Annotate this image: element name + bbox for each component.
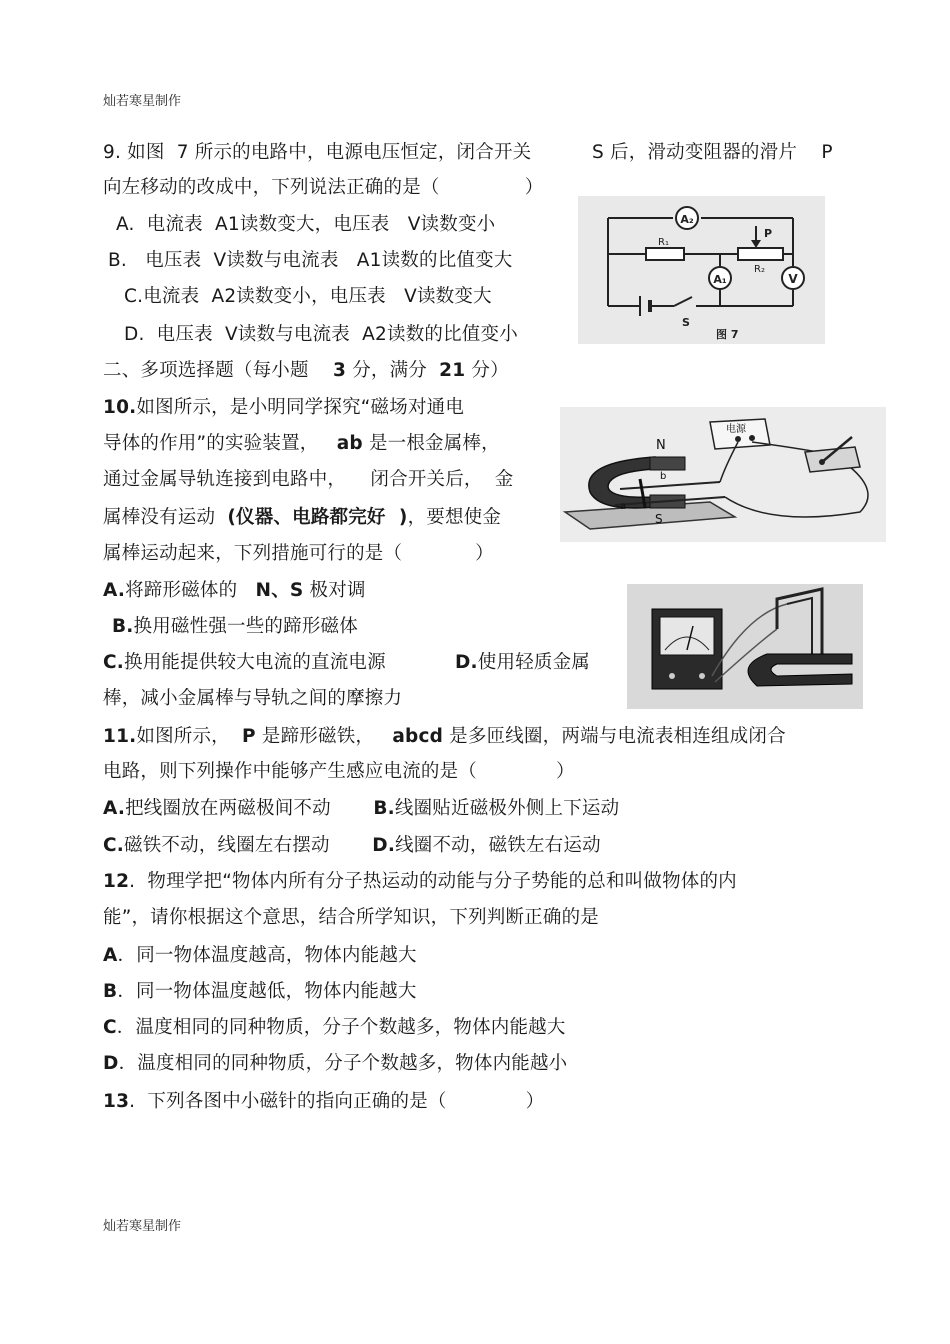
figure-caption: 图 7 (716, 328, 739, 341)
resistor-r2-label: R₂ (754, 264, 765, 275)
q10-option-c (103, 651, 386, 675)
rod-end-b-label: b (660, 471, 667, 482)
q11-options-cd (103, 834, 601, 858)
slider-p-label: P (764, 227, 773, 240)
q12-option-b-text: ．同一物体温度越低，物体内能越大 (117, 981, 417, 1002)
q10-option-c-text: 换用能提供较大电流的直流电源 (124, 652, 386, 673)
q11-options-ab (103, 797, 619, 821)
q11-abcd-label: abcd (392, 726, 444, 747)
q10-line4-bold: (仪器、电路都完好 ) (227, 507, 408, 528)
q9-option-b: B. 电压表 V读数与电流表 A1读数的比值变大 (108, 250, 513, 271)
q10-option-b-text: 换用磁性强一些的蹄形磁体 (133, 616, 358, 637)
q12-option-c-letter: C (103, 1017, 117, 1038)
power-supply-label: 电源 (726, 424, 746, 435)
q10-option-d-letter: D. (455, 652, 478, 673)
q11-line2: 电路，则下列操作中能够产生感应电流的是（ ） (103, 761, 575, 782)
q10-line5: 属棒运动起来，下列措施可行的是（ ） (103, 543, 494, 564)
q10-option-b (112, 615, 358, 639)
q10-option-a (103, 579, 366, 603)
q11-option-c-text: 磁铁不动，线圈左右摆动 (124, 835, 373, 856)
resistor-r1-label: R₁ (658, 237, 669, 248)
q11-option-b-letter: B. (373, 798, 395, 819)
q10-option-c-letter: C. (103, 652, 125, 673)
q11-option-a-letter: A. (103, 798, 126, 819)
q11-option-c-letter: C. (103, 835, 125, 856)
q11-number: 11. (103, 726, 137, 747)
q9-line1b: S 后，滑动变阻器的滑片 P (592, 142, 833, 163)
q10-line2 (103, 432, 500, 456)
q12-number: 12 (103, 871, 130, 892)
q10-ab-label: ab (336, 433, 363, 454)
q10-line1 (103, 396, 464, 420)
q9-option-d: D. 电压表 V读数与电流表 A2读数的比值变小 (124, 324, 518, 345)
circuit-figure-7 (578, 196, 825, 344)
page-footer: 灿若寒星制作 (103, 1219, 182, 1234)
q10-number: 10. (103, 397, 137, 418)
q12-option-a-letter: A (103, 945, 118, 966)
q12-option-d-text: ．温度相同的同种物质，分子个数越多，物体内能越小 (118, 1053, 568, 1074)
q10-option-a-letter: A. (103, 580, 126, 601)
voltmeter-label: V (788, 272, 798, 286)
q12-option-c-text: ．温度相同的同种物质，分子个数越多，物体内能越大 (116, 1017, 566, 1038)
q11-option-b-text: 线圈贴近磁极外侧上下运动 (394, 798, 620, 819)
q9-option-a: A. 电流表 A1读数变大，电压表 V读数变小 (116, 214, 496, 235)
induction-experiment-figure (627, 584, 863, 709)
q12-line1 (103, 870, 737, 894)
q9-option-c: C.电流表 A2读数变小，电压表 V读数变大 (124, 286, 492, 307)
q11-option-d-text: 线圈不动，磁铁左右运动 (395, 835, 601, 856)
q11-line1-start: 如图所示， (136, 726, 243, 747)
switch-s-label: S (682, 316, 690, 329)
q13-text: . 下列各图中小磁针的指向正确的是（ ） (129, 1091, 545, 1112)
section-heading-total-score: 21 (439, 360, 466, 381)
section-heading-middle: 分，满分 (346, 360, 440, 381)
rod-end-a-label: a (620, 501, 627, 512)
q12-option-b (103, 980, 417, 1004)
south-pole-label: S (655, 512, 663, 526)
q12-line1-text: . 物理学把“物体内所有分子热运动的动能与分子势能的总和叫做物体的内 (129, 871, 737, 892)
section-heading-score-per-item: 3 (333, 360, 347, 381)
q10-line1-text: 如图所示，是小明同学探究“磁场对通电 (136, 397, 465, 418)
q10-option-a-end: 极对调 (303, 580, 366, 601)
ammeter-a2-label: A₂ (680, 213, 694, 226)
q10-line4 (103, 506, 501, 530)
section-heading-suffix: 分） (465, 360, 509, 381)
q10-line4-end: ，要想使金 (407, 507, 502, 528)
q12-option-c (103, 1016, 566, 1040)
q10-line2-start: 导体的作用”的实验装置， (103, 433, 337, 454)
q12-option-a (103, 944, 417, 968)
section-heading-prefix: 二、多项选择题（每小题 (103, 360, 334, 381)
q10-option-a-ns: N、S (255, 580, 304, 601)
page-header: 灿若寒星制作 (103, 94, 182, 109)
ammeter-a1-label: A₁ (713, 273, 727, 286)
q10-line4-start: 属棒没有运动 (103, 507, 228, 528)
q9-line1a: 9. 如图 7 所示的电路中，电源电压恒定，闭合开关 (103, 142, 532, 163)
q12-option-d-letter: D (103, 1053, 119, 1074)
q10-option-d (455, 651, 590, 675)
q10-option-a-text: 将蹄形磁体的 (125, 580, 256, 601)
q10-line2-end: 是一根金属棒， (362, 433, 500, 454)
q12-option-a-text: ．同一物体温度越高，物体内能越大 (117, 945, 417, 966)
q12-option-b-letter: B (103, 981, 118, 1002)
section-2-heading (103, 359, 509, 383)
q13-line1 (103, 1090, 544, 1114)
q12-option-d (103, 1052, 567, 1076)
q10-option-d-text: 使用轻质金属 (477, 652, 590, 673)
q11-line1-end: 是多匝线圈，两端与电流表相连组成闭合 (443, 726, 786, 747)
q12-line2: 能”，请你根据这个意思，结合所学知识，下列判断正确的是 (103, 907, 599, 928)
q11-p-label: P (242, 726, 256, 747)
q10-option-d-continued: 棒，减小金属棒与导轨之间的摩擦力 (103, 688, 403, 709)
north-pole-label: N (656, 438, 666, 453)
q10-option-b-letter: B. (112, 616, 134, 637)
q11-option-d-letter: D. (372, 835, 396, 856)
q11-line1 (103, 725, 786, 749)
q11-line1-mid: 是蹄形磁铁， (255, 726, 393, 747)
q13-number: 13 (103, 1091, 130, 1112)
q10-line3: 通过金属导轨连接到电路中， 闭合开关后， 金 (103, 469, 514, 490)
motor-experiment-figure (560, 407, 886, 542)
q9-line2: 向左移动的改成中，下列说法正确的是（ ） (103, 177, 544, 198)
q11-option-a-text: 把线圈放在两磁极间不动 (125, 798, 374, 819)
